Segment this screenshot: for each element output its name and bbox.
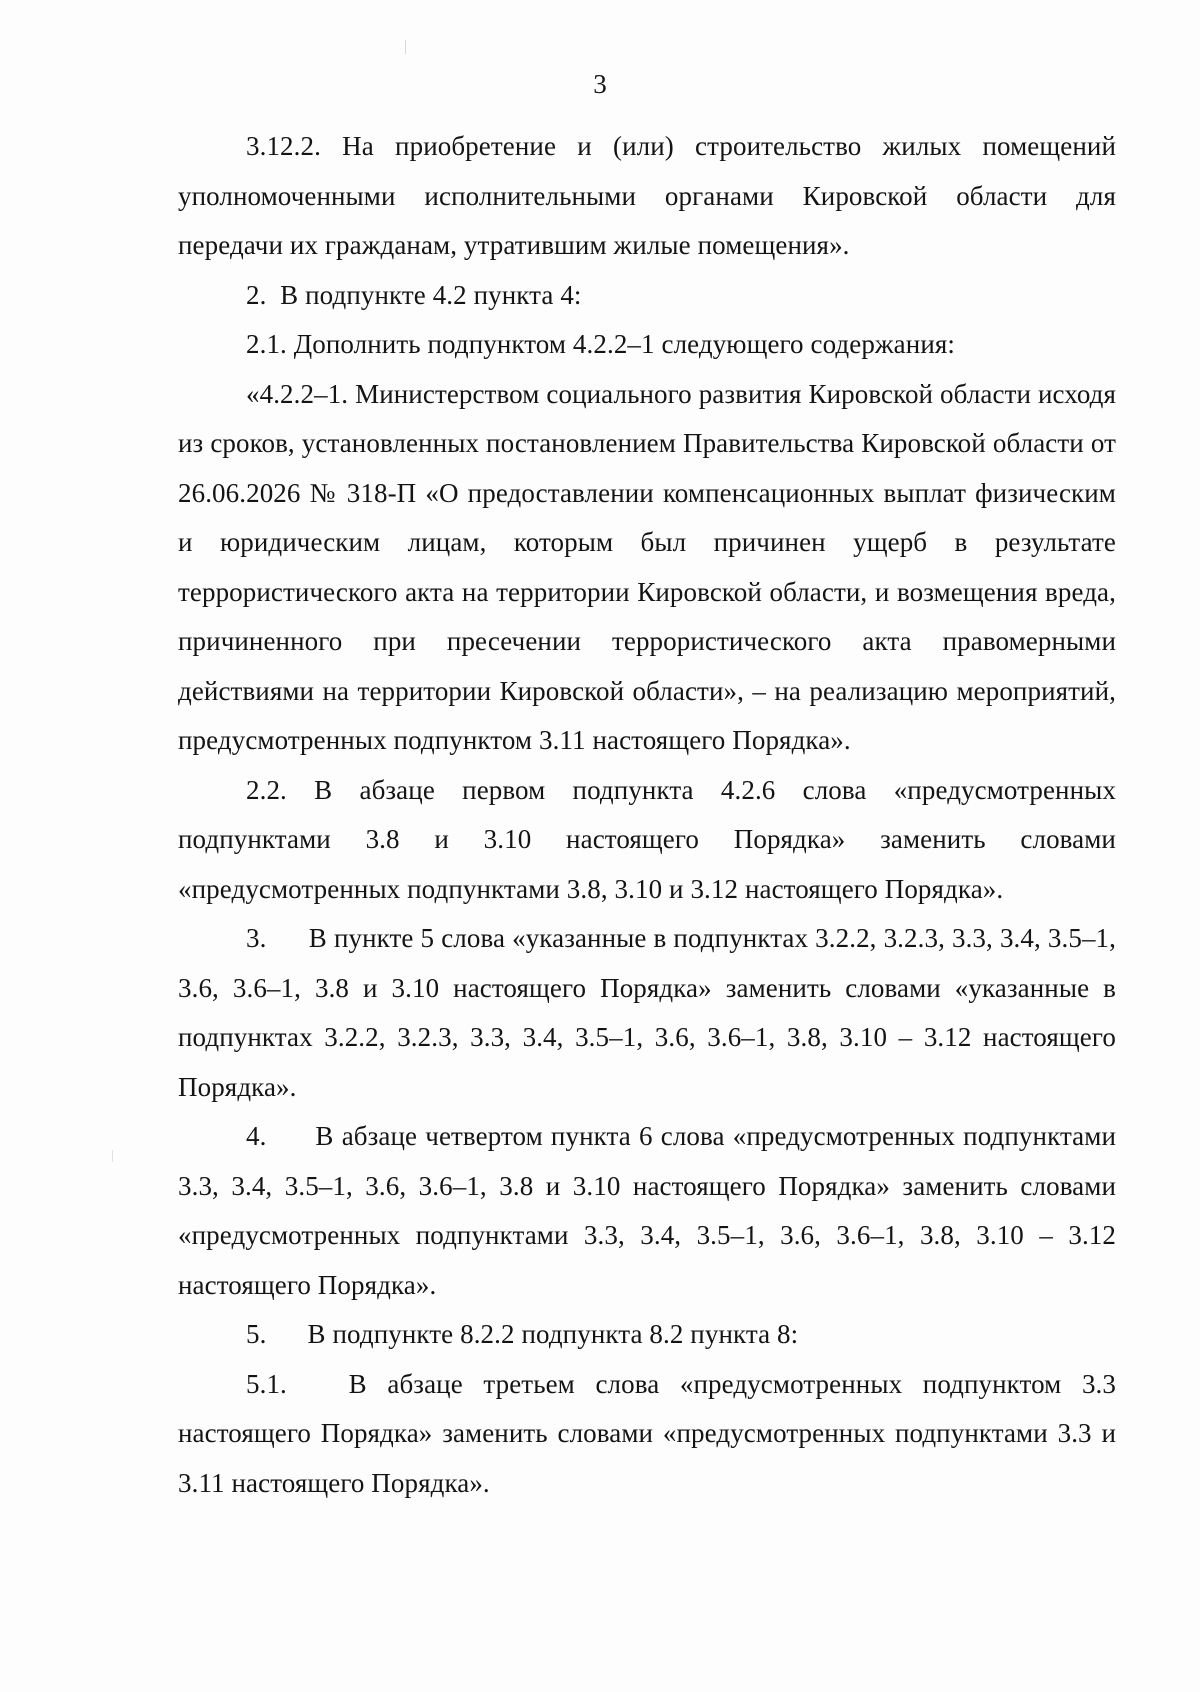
paragraph-4-2-2-1: «4.2.2–1. Министерством социального развития Кировской области исходя из сроков, установленных постановлением Правительства Кировской области от 26.06.2026 № 318-П «О предоставлении компенсационных выплат физическим и юридическим лицам, которым был причинен ущерб в результате террористического акта на территории Кировской области, и возмещения вреда, причиненного при пресечении террористического акта правомерными действиями на территории Кировской области», – на реализацию мероприятий, предусмотренных подпунктом 3.11 настоящего Порядка». [178, 378, 1116, 755]
paragraph-4: 4. В абзаце четвертом пункта 6 слова «предусмотренных подпунктами 3.3, 3.4, 3.5–1, 3.6, 3.6–1, 3.8 и 3.10 настоящего Порядка» заменить словами «предусмотренных подпунктами 3.3, 3.4, 3.5–1, 3.6, 3.6–1, 3.8, 3.10 – 3.12 настоящего Порядка». [178, 1121, 1123, 1300]
paragraph-5: 5. В подпункте 8.2.2 подпункта 8.2 пункта 8: [246, 1319, 799, 1349]
paragraph-3-12-2: 3.12.2. На приобретение и (или) строительство жилых помещений уполномоченными исполнительными органами Кировской области для передачи их гражданам, утратившим жилые помещения». [178, 131, 1116, 260]
page-number: 3 [593, 69, 607, 99]
paragraph-2: 2. В подпункте 4.2 пункта 4: [246, 279, 582, 310]
scan-artifact [405, 40, 406, 54]
document-body [178, 122, 1123, 1508]
paragraph-2-2: 2.2. В абзаце первом подпункта 4.2.6 слова «предусмотренных подпунктами 3.8 и 3.10 настоящего Порядка» заменить словами «предусмотренных подпунктами 3.8, 3.10 и 3.12 настоящего Порядка». [178, 774, 1116, 904]
scan-artifact [112, 1150, 113, 1162]
paragraph-3: 3. В пункте 5 слова «указанные в подпунктах 3.2.2, 3.2.3, 3.3, 3.4, 3.5–1, 3.6, 3.6–1, 3.8 и 3.10 настоящего Порядка» заменить словами «указанные в подпунктах 3.2.2, 3.2.3, 3.3, 3.4, 3.5–1, 3.6, 3.6–1, 3.8, 3.10 – 3.12 настоящего Порядка». [178, 923, 1123, 1102]
paragraph-2-1: 2.1. Дополнить подпунктом 4.2.2–1 следующего содержания: [246, 329, 955, 359]
paragraph-5-1: 5.1. В абзаце третьем слова «предусмотренных подпунктом 3.3 настоящего Порядка» заменить словами «предусмотренных подпунктами 3.3 и 3.11 настоящего Порядка». [178, 1368, 1123, 1498]
